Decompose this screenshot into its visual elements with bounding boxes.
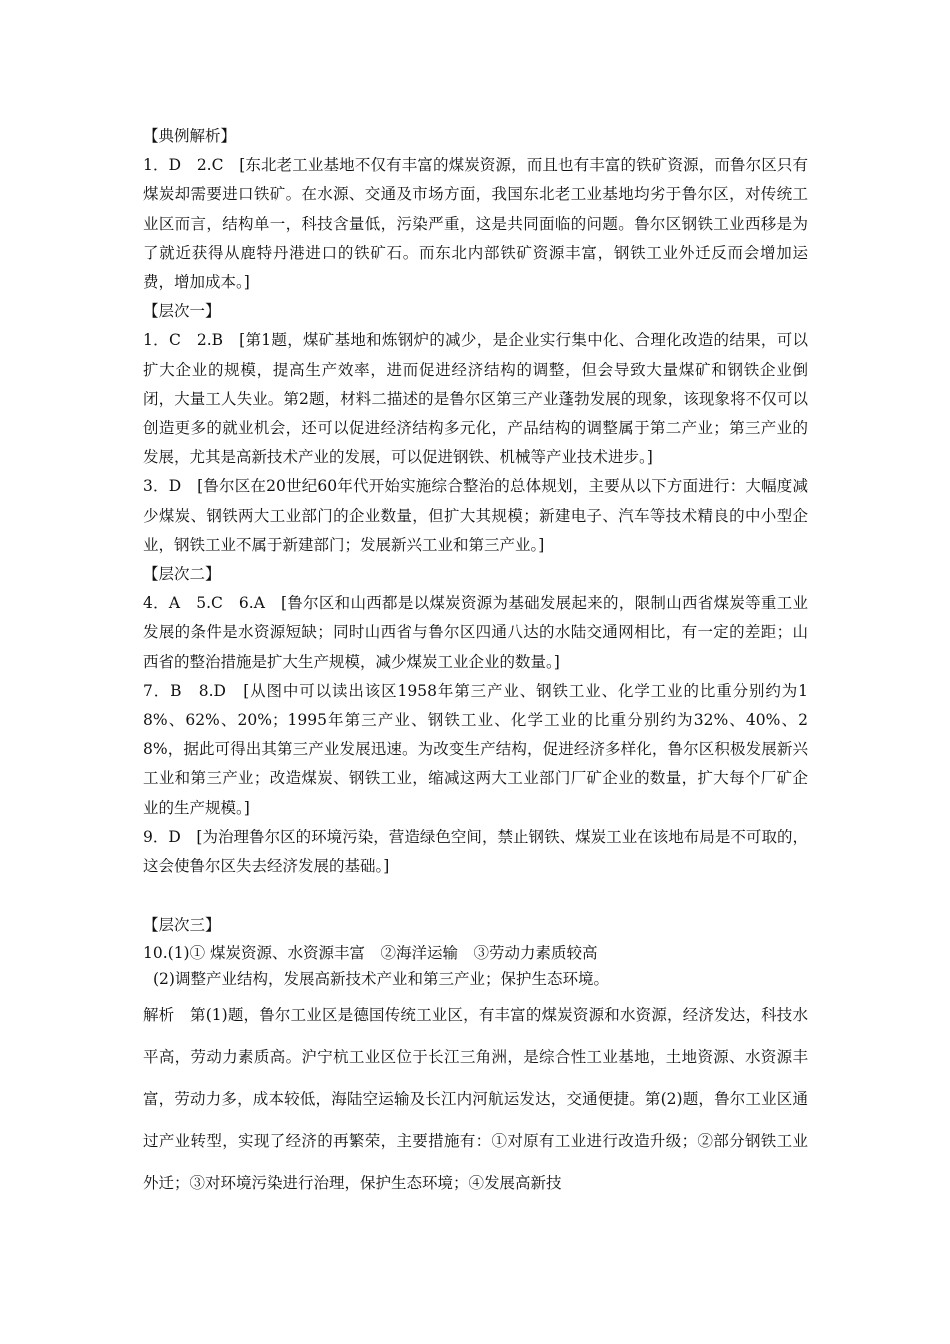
answer-paragraph: 7．B 8.D [从图中可以读出该区1958年第三产业、钢铁工业、化学工业的比重分别约为18%、62%、20%；1995年第三产业、钢铁工业、化学工业的比重分别约为32%、40%、28%，据此可得出其第三产业发展迅速。为改变生产结构，促进经济多样化，鲁尔区积极发展新兴工业和第三产业；改造煤炭、钢铁工业，缩减这两大工业部门厂矿企业的数量，扩大每个厂矿企业的生产规模。]: [143, 681, 808, 817]
answer-line: (2)调整产业结构，发展高新技术产业和第三产业；保护生态环境。: [153, 970, 609, 989]
answer-line: 10.(1)① 煤炭资源、水资源丰富 ②海洋运输 ③劳动力素质较高: [143, 944, 598, 963]
answer-paragraph: 3．D [鲁尔区在20世纪60年代开始实施综合整治的总体规划，主要从以下方面进行：大幅度减少煤炭、钢铁两大工业部门的企业数量，但扩大其规模；新建电子、汽车等技术精良的中小型企业，钢铁工业不属于新建部门；发展新兴工业和第三产业。]: [143, 477, 808, 554]
answer-paragraph: 9．D [为治理鲁尔区的环境污染，营造绿色空间，禁止钢铁、煤炭工业在该地布局是不可取的，这会使鲁尔区失去经济发展的基础。]: [143, 827, 808, 876]
section-level3: [143, 911, 808, 1204]
section-heading-level2: 【层次二】: [143, 565, 221, 584]
section-heading-level3: 【层次三】: [143, 916, 221, 935]
section-heading-example: 【典例解析】: [143, 127, 237, 145]
section-level2: [143, 560, 808, 881]
section-example: [143, 122, 808, 297]
answer-paragraph: 1．D 2.C [东北老工业基地不仅有丰富的煤炭资源，而且也有丰富的铁矿资源，而鲁尔区只有煤炭却需要进口铁矿。在水源、交通及市场方面，我国东北老工业基地均劣于鲁尔区，对传统工业区而言，结构单一，科技含量低，污染严重，这是共同面临的问题。鲁尔区钢铁工业西移是为了就近获得从鹿特丹港进口的铁矿石。而东北内部铁矿资源丰富，钢铁工业外迁反而会增加运费，增加成本。]: [143, 156, 808, 292]
analysis-paragraph: 解析 第(1)题，鲁尔工业区是德国传统工业区，有丰富的煤炭资源和水资源，经济发达，科技水平高，劳动力素质高。沪宁杭工业区位于长江三角洲，是综合性工业基地，土地资源、水资源丰富，劳动力多，成本较低，海陆空运输及长江内河航运发达，交通便捷。第(2)题，鲁尔工业区通过产业转型，实现了经济的再繁荣，主要措施有：①对原有工业进行改造升级；②部分钢铁工业外迁；③对环境污染进行治理，保护生态环境；④发展高新技: [143, 1006, 808, 1193]
section-heading-level1: 【层次一】: [143, 302, 221, 321]
section-spacer: [143, 881, 808, 911]
answer-paragraph: 4．A 5.C 6.A [鲁尔区和山西都是以煤炭资源为基础发展起来的，限制山西省煤炭等重工业发展的条件是水资源短缺；同时山西省与鲁尔区四通八达的水陆交通网相比，有一定的差距；山西省的整治措施是扩大生产规模，减少煤炭工业企业的数量。]: [143, 594, 808, 671]
answer-paragraph: 1．C 2.B [第1题，煤矿基地和炼钢炉的减少，是企业实行集中化、合理化改造的结果，可以扩大企业的规模，提高生产效率，进而促进经济结构的调整，但会导致大量煤矿和钢铁企业倒闭，大量工人失业。第2题，材料二描述的是鲁尔区第三产业蓬勃发展的现象，该现象将不仅可以创造更多的就业机会，还可以促进经济结构多元化，产品结构的调整属于第二产业；第三产业的发展，尤其是高新技术产业的发展，可以促进钢铁、机械等产业技术进步。]: [143, 331, 808, 467]
document-content: [143, 122, 808, 1204]
section-level1: [143, 297, 808, 560]
